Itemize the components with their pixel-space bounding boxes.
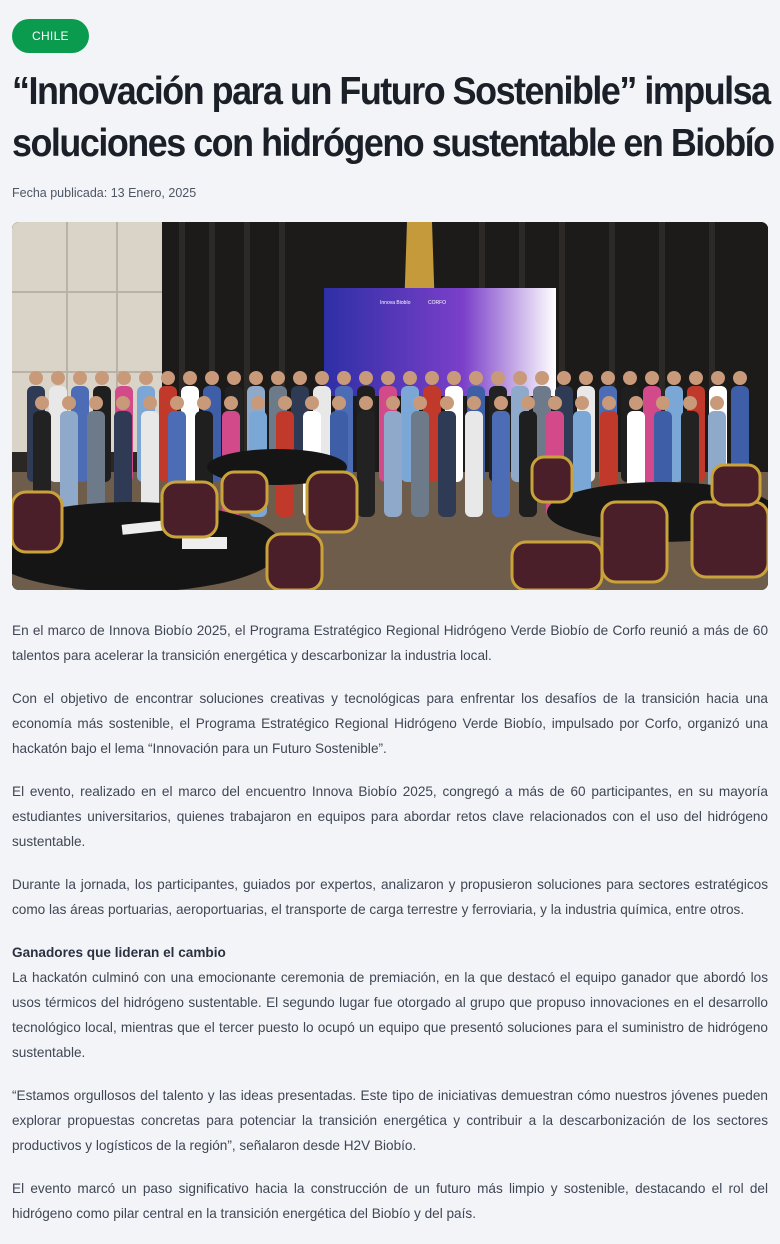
person-head xyxy=(491,371,505,385)
person-head xyxy=(359,396,373,410)
person-head xyxy=(116,396,130,410)
person-head xyxy=(733,371,747,385)
person-head xyxy=(197,396,211,410)
title-line-1: “Innovación para un Futuro Sostenible” impulsa xyxy=(12,70,770,113)
group-photo-illustration xyxy=(12,222,768,590)
person-body xyxy=(492,411,510,517)
person-head xyxy=(305,396,319,410)
person-head xyxy=(51,371,65,385)
subheading: Ganadores que lideran el cambio xyxy=(12,945,226,960)
person-head xyxy=(249,371,263,385)
person-head xyxy=(73,371,87,385)
person-head xyxy=(332,396,346,410)
person-body xyxy=(465,411,483,517)
person-body xyxy=(384,411,402,517)
person-head xyxy=(205,371,219,385)
person-head xyxy=(494,396,508,410)
person-head xyxy=(575,396,589,410)
person-head xyxy=(689,371,703,385)
person-head xyxy=(548,396,562,410)
paragraph-1: En el marco de Innova Biobío 2025, el Programa Estratégico Regional Hidrógeno Verde Biobío de Corfo reunió a más de 60 talentos para acelerar la transición energética y descarbonizar la industria local. xyxy=(12,623,768,663)
person-body xyxy=(87,411,105,517)
publish-date xyxy=(12,186,196,200)
person-head xyxy=(645,371,659,385)
article-body xyxy=(12,618,768,1244)
person-head xyxy=(535,371,549,385)
person-head xyxy=(315,371,329,385)
article-photo xyxy=(12,222,768,590)
person-head xyxy=(623,371,637,385)
person-head xyxy=(579,371,593,385)
person-head xyxy=(629,396,643,410)
category-tag[interactable]: CHILE xyxy=(12,19,89,53)
person-head xyxy=(139,371,153,385)
person-head xyxy=(403,371,417,385)
paragraph-7: El evento marcó un paso significativo hacia la construcción de un futuro más limpio y sostenible, destacando el rol del hidrógeno como pilar central en la transición energética del Biobío y del país. xyxy=(12,1181,768,1221)
person-head xyxy=(117,371,131,385)
person-head xyxy=(224,396,238,410)
person-head xyxy=(89,396,103,410)
date-label: Fecha publicada: xyxy=(12,186,108,200)
person-body xyxy=(114,411,132,517)
paragraph-4: Durante la jornada, los participantes, guiados por expertos, analizaron y propusieron soluciones para sectores estratégicos como las áreas portuarias, aeroportuarias, el transporte de carga terrestre y ferroviaria, y la industria química, entre otros. xyxy=(12,877,768,917)
person-head xyxy=(656,396,670,410)
person-head xyxy=(467,396,481,410)
person-head xyxy=(469,371,483,385)
person-head xyxy=(521,396,535,410)
person-head xyxy=(29,371,43,385)
paragraph-3: El evento, realizado en el marco del encuentro Innova Biobío 2025, congregó a más de 60 participantes, en su mayoría estudiantes universitarios, quienes trabajaron en equipos para abordar retos clave relacionados con el uso del hidrógeno sustentable. xyxy=(12,784,768,849)
person-body xyxy=(141,411,159,517)
screen-text-right: CORFO xyxy=(428,300,447,306)
person-head xyxy=(386,396,400,410)
person-head xyxy=(359,371,373,385)
person-head xyxy=(293,371,307,385)
person-head xyxy=(337,371,351,385)
person-head xyxy=(413,396,427,410)
person-head xyxy=(440,396,454,410)
person-head xyxy=(557,371,571,385)
person-head xyxy=(602,396,616,410)
person-head xyxy=(95,371,109,385)
person-head xyxy=(513,371,527,385)
person-head xyxy=(161,371,175,385)
person-head xyxy=(381,371,395,385)
person-head xyxy=(35,396,49,410)
article-title xyxy=(12,66,774,170)
paragraph-2: Con el objetivo de encontrar soluciones creativas y tecnológicas para enfrentar los desafíos de la transición hacia una economía más sostenible, el Programa Estratégico Regional Hidrógeno Verde Biobío, impulsado por Corfo, organizó una hackatón bajo el lema “Innovación para un Futuro Sostenible”. xyxy=(12,691,768,756)
person-head xyxy=(227,371,241,385)
paragraph-6: “Estamos orgullosos del talento y las ideas presentadas. Este tipo de iniciativas demuestran cómo nuestros jóvenes pueden explorar propuestas concretas para potenciar la transición energética y contribuir a la descarbonización de los sectores productivos y logísticos de la región”, señalaron desde H2V Biobío. xyxy=(12,1088,768,1153)
person-head xyxy=(425,371,439,385)
person-body xyxy=(438,411,456,517)
person-head xyxy=(667,371,681,385)
person-head xyxy=(170,396,184,410)
title-line-2: soluciones con hidrógeno sustentable en Biobío xyxy=(12,122,774,165)
paragraph-5: La hackatón culminó con una emocionante ceremonia de premiación, en la que destacó el equipo ganador que abordó los usos térmicos del hidrógeno sustentable. El segundo lugar fue otorgado al grupo que propuso innovaciones en el desarrollo tecnológico local, mientras que el tercer puesto lo ocupó un equipo que presentó soluciones para el suministro de hidrógeno sustentable. xyxy=(12,970,768,1060)
person-head xyxy=(183,371,197,385)
person-head xyxy=(271,371,285,385)
person-head xyxy=(278,396,292,410)
person-head xyxy=(601,371,615,385)
person-head xyxy=(711,371,725,385)
person-head xyxy=(251,396,265,410)
person-head xyxy=(683,396,697,410)
person-body xyxy=(357,411,375,517)
person-head xyxy=(143,396,157,410)
person-body xyxy=(411,411,429,517)
person-head xyxy=(447,371,461,385)
screen-text-left: Innova Biobío xyxy=(380,300,411,306)
person-head xyxy=(62,396,76,410)
date-value: 13 Enero, 2025 xyxy=(110,186,197,200)
person-head xyxy=(710,396,724,410)
